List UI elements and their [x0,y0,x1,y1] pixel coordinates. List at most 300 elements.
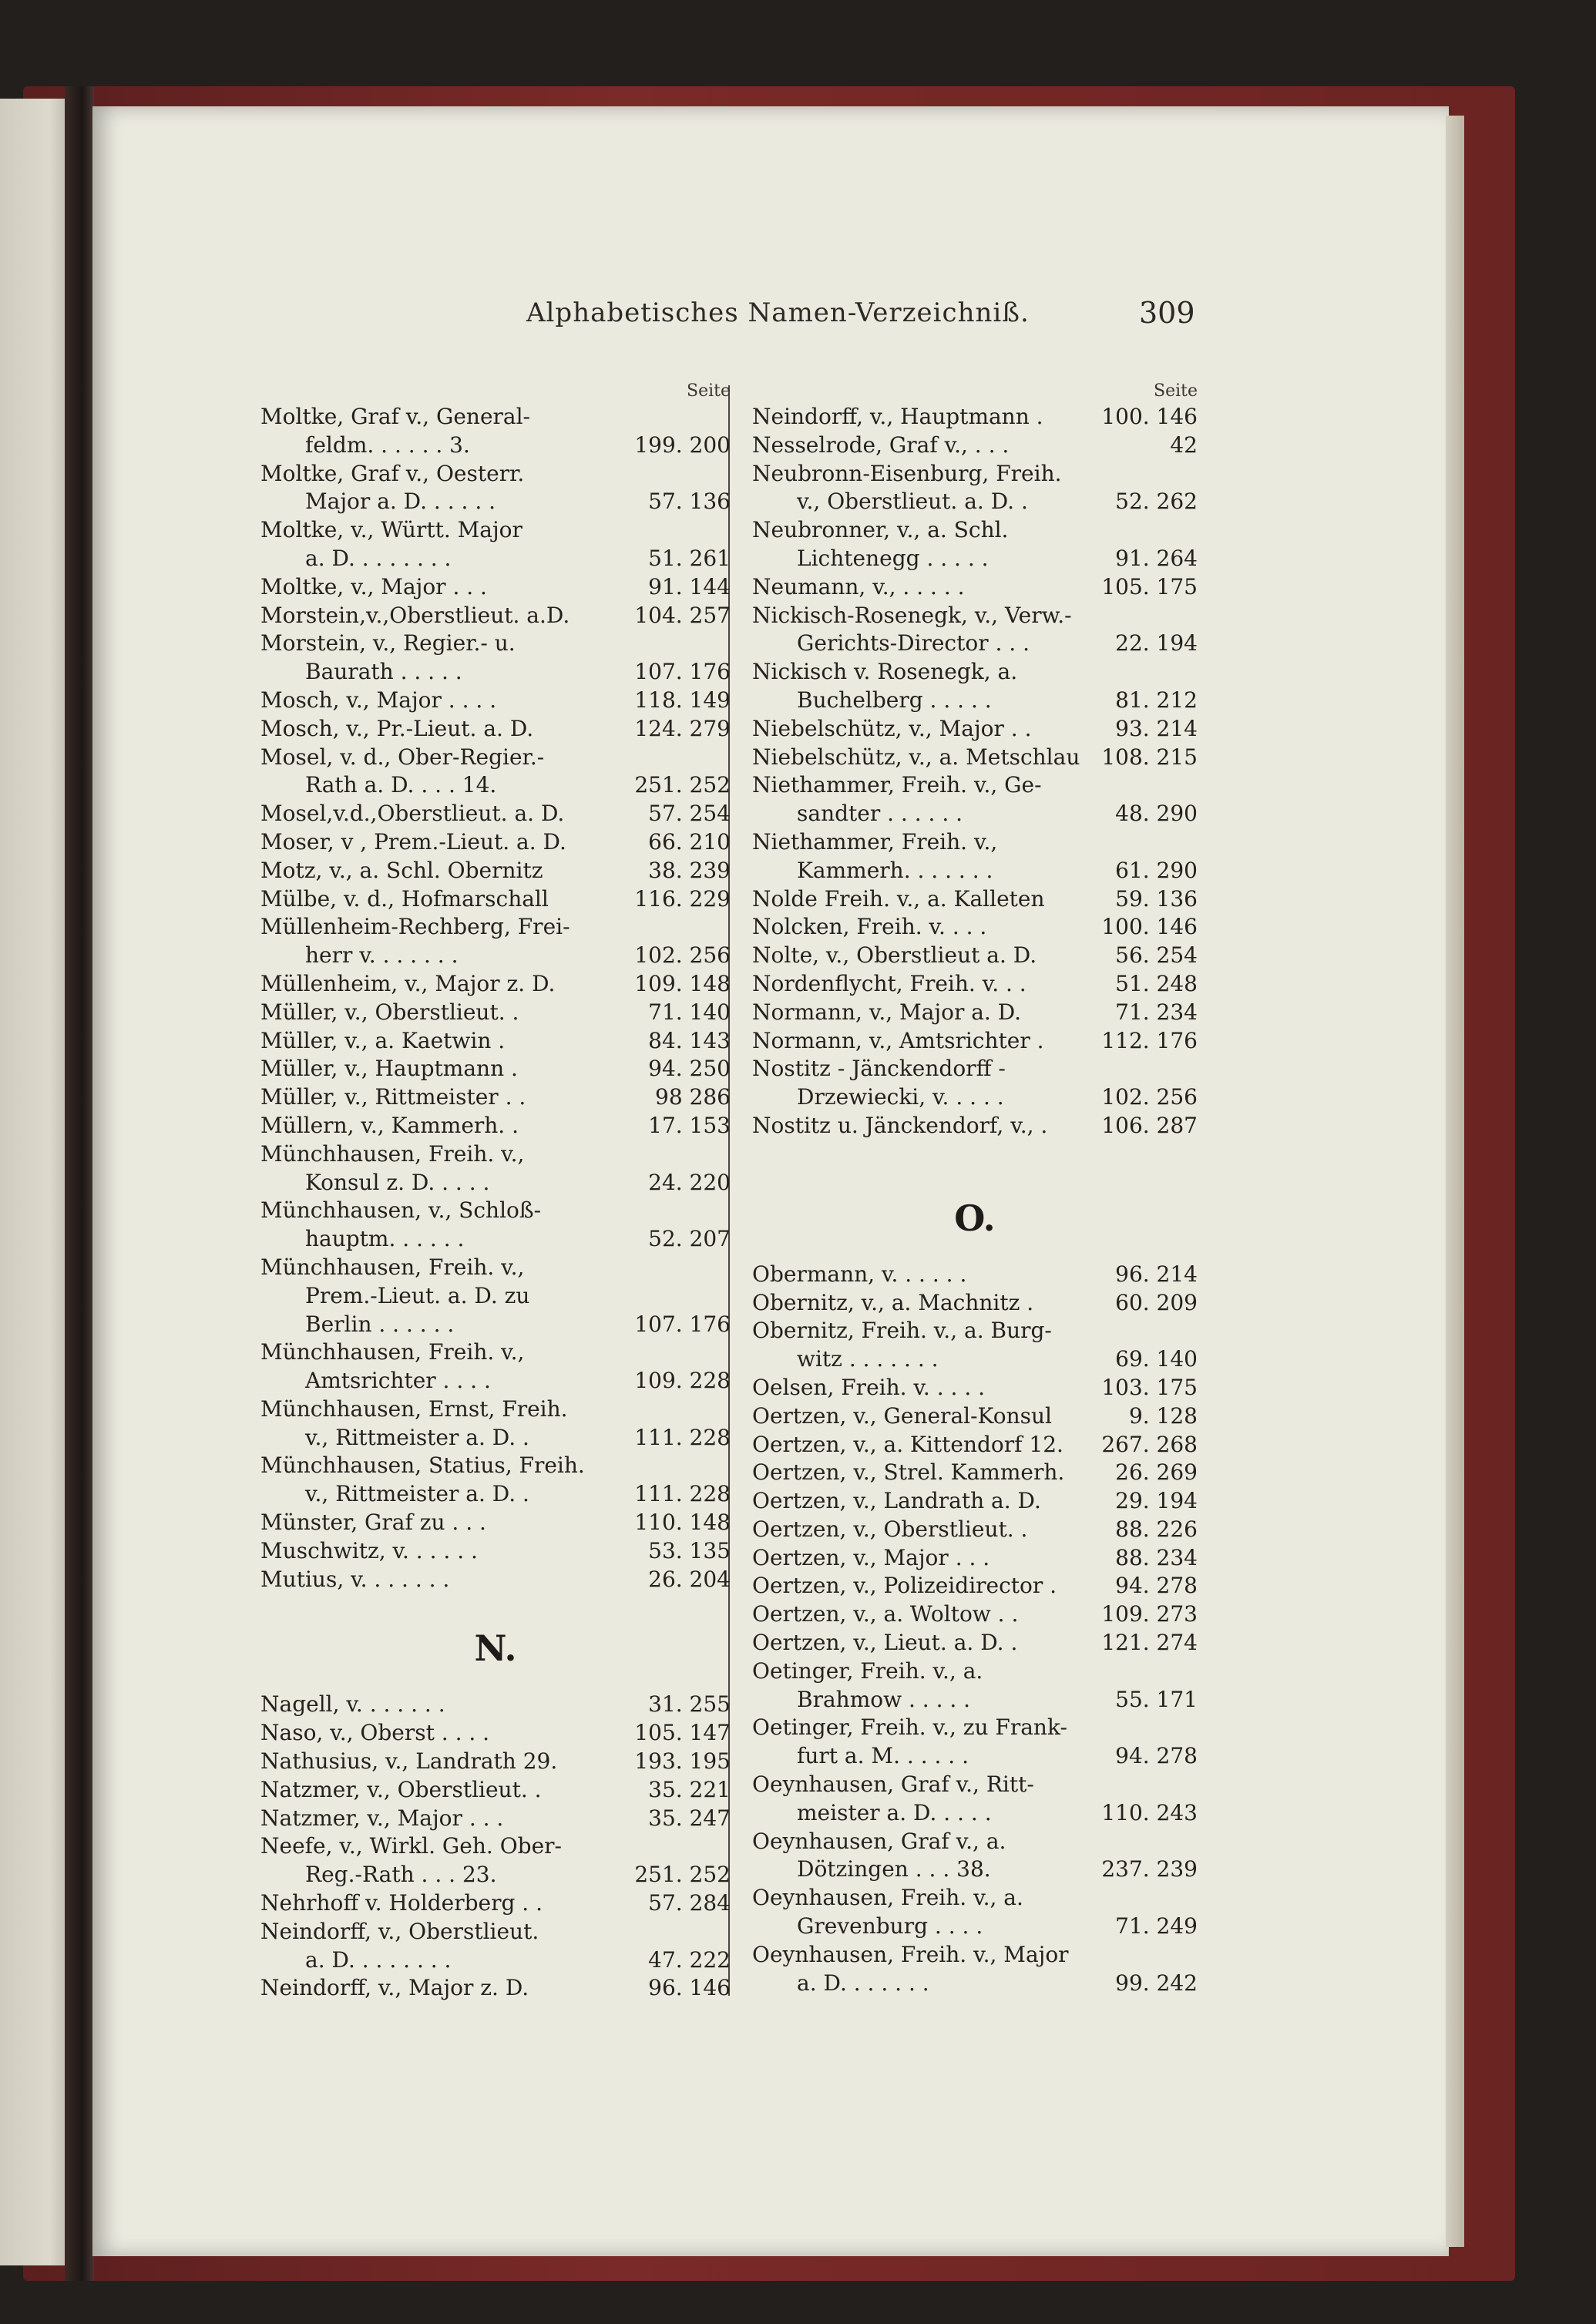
index-entry [260,573,731,602]
index-entry [752,460,1198,489]
entry-pages: 267. 268 [1101,1431,1198,1457]
index-entry [752,1289,1198,1318]
index-entry [260,1254,731,1282]
entry-name: Neefe, v., Wirkl. Geh. Ober- [260,1833,562,1859]
index-entry [260,885,731,914]
entry-name: Kammerh. . . . . . . [797,857,993,883]
entry-name: Oertzen, v., a. Kittendorf 12. [752,1431,1063,1457]
entry-pages: 109. 148 [634,970,731,996]
index-entry [752,1516,1198,1544]
index-entry [260,516,731,545]
entry-list-o [752,1261,1198,1998]
entry-pages: 48. 290 [1115,801,1198,827]
entry-name: Neubronn-Eisenburg, Freih. [752,460,1062,486]
index-entry [752,403,1198,432]
index-entry [752,828,1198,857]
entry-name: Konsul z. D. . . . . [305,1169,490,1195]
entry-pages: 91. 264 [1115,545,1198,571]
entry-pages: 104. 257 [634,602,731,628]
entry-name: Drzewiecki, v. . . . . [797,1084,1004,1110]
entry-pages: 35. 221 [648,1776,731,1802]
index-entry [260,1861,731,1889]
entry-pages: 237. 239 [1101,1856,1198,1882]
entry-pages: 56. 254 [1115,942,1198,969]
entry-name: Oertzen, v., Lieut. a. D. . [752,1630,1018,1656]
entry-name: a. D. . . . . . . . [305,1946,452,1973]
entry-name: Niethammer, Freih. v., Ge- [752,772,1042,798]
entry-list-n [260,1691,731,2003]
index-entry [752,1027,1198,1056]
entry-name: Nagell, v. . . . . . . [260,1691,445,1718]
entry-list-m [260,403,731,1594]
index-entry [752,1261,1198,1289]
entry-name: Oeynhausen, Freih. v., Major [752,1941,1069,1967]
index-entry [752,1572,1198,1600]
index-entry [260,1055,731,1083]
entry-name: sandter . . . . . . [797,801,963,827]
index-entry [752,1970,1198,1998]
entry-name: Amtsrichter . . . . [305,1368,491,1394]
index-entry [752,942,1198,970]
index-entry [260,1338,731,1367]
entry-pages: 47. 222 [648,1946,731,1973]
index-entry [752,1856,1198,1884]
index-entry [752,1459,1198,1487]
entry-pages: 100. 146 [1101,404,1198,429]
entry-pages: 103. 175 [1101,1374,1198,1400]
index-entry [752,885,1198,914]
entry-pages: 24. 220 [648,1169,731,1195]
entry-pages: 124. 279 [634,715,731,741]
entry-name: Oertzen, v., Oberstlieut. . [752,1516,1028,1542]
index-entry [260,1946,731,1975]
index-entry [752,687,1198,715]
entry-pages: 108. 215 [1101,744,1198,770]
index-entry [260,1282,731,1311]
entry-pages: 60. 209 [1115,1289,1198,1315]
entry-name: Nickisch v. Rosenegk, a. [752,659,1018,685]
index-entry [260,942,731,970]
index-entry [752,630,1198,658]
entry-pages: 105. 175 [1101,573,1198,599]
index-entry [260,1719,731,1748]
entry-name: Moltke, v., Württ. Major [260,517,522,543]
index-entry [752,1629,1198,1657]
entry-pages: 106. 287 [1101,1112,1198,1138]
entry-name: Münchhausen, Ernst, Freih. [260,1395,568,1422]
index-entry [260,1027,731,1056]
index-entry [260,999,731,1027]
entry-pages: 88. 234 [1115,1544,1198,1570]
entry-name: v., Rittmeister a. D. . [305,1424,529,1450]
entry-pages: 84. 143 [648,1027,731,1053]
index-entry [752,516,1198,545]
entry-pages: 94. 278 [1115,1573,1198,1599]
entry-pages: 31. 255 [648,1691,731,1718]
entry-pages: 251. 252 [634,772,731,798]
entry-name: Münchhausen, Statius, Freih. [260,1452,585,1479]
index-entry [260,403,731,432]
entry-name: Moltke, Graf v., General- [260,404,531,429]
entry-pages: 102. 256 [634,942,731,969]
entry-name: Niethammer, Freih. v., [752,828,998,855]
index-entry [752,1799,1198,1828]
index-entry [260,1395,731,1424]
entry-pages: 109. 228 [634,1368,731,1394]
index-entry [752,1714,1198,1742]
index-entry [752,913,1198,942]
entry-name: Mülbe, v. d., Hofmarschall [260,885,549,912]
entry-pages: 59. 136 [1115,885,1198,912]
index-entry [260,1197,731,1225]
index-entry [260,1112,731,1140]
entry-name: Müller, v., Rittmeister . . [260,1084,526,1110]
entry-pages: 9. 128 [1128,1402,1198,1429]
entry-name: Nolte, v., Oberstlieut a. D. [752,942,1037,969]
entry-pages: 52. 262 [1115,489,1198,515]
entry-name: Nostitz u. Jänckendorf, v., . [752,1112,1048,1138]
entry-name: Niebelschütz, v., a. Metschlau [752,744,1080,770]
left-column [260,380,731,2003]
index-entry [260,1537,731,1566]
index-entry [260,1805,731,1833]
index-entry [260,687,731,715]
entry-name: Brahmow . . . . . [797,1686,971,1712]
entry-name: Obernitz, v., a. Machnitz . [752,1289,1034,1315]
entry-name: Normann, v., Amtsrichter . [752,1027,1044,1053]
index-entry [260,1832,731,1861]
entry-pages: 93. 214 [1115,715,1198,741]
index-entry [752,800,1198,828]
index-entry [260,488,731,516]
entry-pages: 57. 284 [648,1890,731,1916]
entry-name: Motz, v., a. Schl. Obernitz [260,857,543,883]
entry-name: Naso, v., Oberst . . . . [260,1720,490,1746]
index-entry [260,1140,731,1169]
entry-name: Oertzen, v., Polizeidirector . [752,1573,1057,1599]
index-entry [752,1402,1198,1431]
index-entry [260,1918,731,1946]
entry-name: Nolde Freih. v., a. Kalleten [752,885,1045,912]
entry-pages: 61. 290 [1115,857,1198,883]
index-entry [752,970,1198,999]
entry-pages: 100. 146 [1101,914,1198,940]
entry-name: Oertzen, v., Major . . . [752,1544,990,1570]
index-entry [260,1169,731,1197]
index-entry [260,432,731,460]
entry-name: Müller, v., Hauptmann . [260,1056,518,1082]
index-entry [752,1686,1198,1714]
entry-name: Müllenheim-Rechberg, Frei- [260,914,570,940]
index-entry [260,1509,731,1537]
index-entry [260,1225,731,1254]
index-entry [260,1974,731,2003]
section-heading-o: O. [954,1197,996,1239]
entry-name: Müller, v., Oberstlieut. . [260,999,519,1025]
entry-name: Berlin . . . . . . [305,1311,455,1337]
entry-pages: 107. 176 [634,659,731,685]
entry-name: Major a. D. . . . . . [305,489,496,515]
entry-name: Buchelberg . . . . . [797,687,992,713]
entry-pages: 35. 247 [648,1805,731,1831]
index-entry [752,602,1198,630]
entry-name: meister a. D. . . . . [797,1799,992,1825]
running-header: Alphabetisches Namen-Verzeichniß. [526,297,1030,328]
entry-pages: 42 [1170,432,1198,458]
index-entry [752,1112,1198,1140]
entry-pages: 22. 194 [1115,630,1198,657]
index-entry [752,744,1198,772]
entry-name: Oeynhausen, Graf v., a. [752,1828,1006,1854]
index-entry [260,1691,731,1719]
index-entry [752,545,1198,573]
section-heading-n: N. [474,1627,517,1670]
index-entry [260,828,731,857]
entry-name: Nathusius, v., Landrath 29. [260,1748,558,1775]
entry-name: Natzmer, v., Major . . . [260,1805,504,1831]
index-entry [752,1657,1198,1686]
entry-name: Prem.-Lieut. a. D. zu [305,1282,530,1308]
index-entry [752,857,1198,885]
entry-name: Morstein, v., Regier.- u. [260,630,516,657]
entry-name: Obernitz, Freih. v., a. Burg- [752,1318,1052,1344]
index-entry [752,999,1198,1027]
entry-name: Neindorff, v., Hauptmann . [752,404,1043,429]
entry-pages: 81. 212 [1115,687,1198,713]
entry-name: Neubronner, v., a. Schl. [752,517,1009,543]
entry-name: furt a. M. . . . . . [797,1743,969,1769]
entry-name: Baurath . . . . . [305,659,462,685]
seite-label: Seite [687,381,731,401]
entry-name: Natzmer, v., Oberstlieut. . [260,1776,542,1802]
index-entry [260,913,731,942]
entry-name: Münster, Graf zu . . . [260,1510,486,1536]
index-entry [752,1941,1198,1970]
index-entry [260,1311,731,1339]
index-entry [260,857,731,885]
entry-name: Mosch, v., Pr.-Lieut. a. D. [260,715,534,741]
index-entry [260,1452,731,1480]
entry-pages: 51. 261 [648,545,731,571]
entry-name: Oelsen, Freih. v. . . . . [752,1374,986,1400]
index-entry [260,460,731,489]
entry-pages: 105. 147 [634,1720,731,1746]
entry-name: herr v. . . . . . . [305,942,459,969]
entry-name: hauptm. . . . . . [305,1226,465,1252]
index-entry [752,1317,1198,1345]
entry-pages: 52. 207 [648,1226,731,1252]
entry-name: Nehrhoff v. Holderberg . . [260,1890,543,1916]
entry-pages: 111. 228 [634,1424,731,1450]
entry-name: Niebelschütz, v., Major . . [752,715,1032,741]
entry-name: Nolcken, Freih. v. . . . [752,914,987,940]
entry-name: Rath a. D. . . . 14. [305,772,497,798]
entry-pages: 71. 234 [1115,999,1198,1025]
entry-pages: 116. 229 [634,885,731,912]
entry-name: Oertzen, v., Strel. Kammerh. [752,1459,1065,1486]
index-entry [752,1083,1198,1112]
entry-name: Nordenflycht, Freih. v. . . [752,970,1026,996]
entry-name: Münchhausen, Freih. v., [260,1254,525,1280]
entry-pages: 57. 254 [648,801,731,827]
entry-pages: 71. 140 [648,999,731,1025]
entry-pages: 71. 249 [1115,1913,1198,1939]
entry-name: Münchhausen, Freih. v., [260,1140,525,1167]
index-entry [752,1771,1198,1799]
index-entry [752,1884,1198,1913]
index-entry [260,800,731,828]
entry-name: Oeynhausen, Freih. v., a. [752,1885,1023,1911]
index-entry [752,1544,1198,1573]
entry-name: Oertzen, v., General-Konsul [752,1402,1052,1429]
entry-pages: 91. 144 [648,573,731,599]
entry-pages: 102. 256 [1101,1084,1198,1110]
entry-name: Grevenburg . . . . [797,1913,983,1939]
entry-name: Münchhausen, Freih. v., [260,1339,525,1365]
index-entry [260,970,731,999]
index-entry [752,1742,1198,1771]
entry-name: Lichtenegg . . . . . [797,545,989,571]
entry-pages: 88. 226 [1115,1516,1198,1542]
entry-name: Oeynhausen, Graf v., Ritt- [752,1772,1034,1798]
entry-pages: 98 286 [655,1084,731,1110]
index-entry [752,771,1198,800]
entry-name: feldm. . . . . . 3. [305,432,470,458]
right-column [752,380,1198,1997]
index-entry [260,744,731,772]
index-entry [260,1889,731,1918]
entry-pages: 29. 194 [1115,1488,1198,1514]
index-entry [260,771,731,800]
book-gutter [65,86,94,2281]
entry-name: Oetinger, Freih. v., zu Frank- [752,1714,1067,1741]
entry-name: Obermann, v. . . . . . [752,1261,967,1287]
entry-name: Müllern, v., Kammerh. . [260,1112,519,1138]
index-entry [752,715,1198,744]
entry-name: Normann, v., Major a. D. [752,999,1022,1025]
entry-pages: 121. 274 [1101,1630,1198,1656]
index-entry [260,1748,731,1776]
entry-pages: 55. 171 [1115,1686,1198,1712]
entry-name: Nostitz - Jänckendorff - [752,1056,1006,1082]
entry-pages: 66. 210 [648,828,731,855]
index-entry [752,1913,1198,1941]
index-entry [752,1828,1198,1856]
entry-name: Nickisch-Rosenegk, v., Verw.- [752,602,1072,628]
entry-pages: 251. 252 [634,1862,731,1888]
entry-pages: 96. 146 [648,1975,731,2001]
left-page-edge [0,99,71,2265]
entry-list-n-cont [752,403,1198,1140]
index-entry [260,1424,731,1452]
entry-name: Oertzen, v., a. Woltow . . [752,1601,1019,1627]
entry-name: witz . . . . . . . [797,1346,939,1372]
index-entry [752,432,1198,460]
entry-name: Neindorff, v., Oberstlieut. [260,1918,539,1944]
entry-name: Neindorff, v., Major z. D. [260,1975,529,2001]
entry-name: a. D. . . . . . . [797,1970,929,1996]
entry-name: Müllenheim, v., Major z. D. [260,970,556,996]
entry-pages: 193. 195 [634,1748,731,1775]
entry-name: a. D. . . . . . . . [305,545,452,571]
entry-pages: 118. 149 [634,687,731,713]
entry-name: Müller, v., a. Kaetwin . [260,1027,506,1053]
entry-pages: 94. 278 [1115,1743,1198,1769]
entry-name: Dötzingen . . . 38. [797,1856,991,1882]
index-entry [260,545,731,573]
page-edge [1446,116,1464,2247]
entry-pages: 109. 273 [1101,1601,1198,1627]
index-entry [260,1367,731,1395]
entry-name: Oertzen, v., Landrath a. D. [752,1488,1041,1514]
entry-name: Moltke, Graf v., Oesterr. [260,460,525,486]
entry-name: Mosch, v., Major . . . . [260,687,497,713]
entry-name: Reg.-Rath . . . 23. [305,1862,497,1888]
entry-pages: 110. 148 [634,1510,731,1536]
index-entry [752,1431,1198,1459]
page-number: 309 [1139,296,1195,330]
index-entry [260,658,731,687]
entry-name: Mosel, v. d., Ober-Regier.- [260,744,545,770]
entry-pages: 96. 214 [1115,1261,1198,1287]
index-entry [752,1055,1198,1083]
entry-pages: 51. 248 [1115,970,1198,996]
entry-pages: 110. 243 [1101,1799,1198,1825]
index-entry [260,630,731,658]
entry-name: Mutius, v. . . . . . . [260,1566,450,1592]
entry-pages: 17. 153 [648,1112,731,1138]
entry-name: v., Rittmeister a. D. . [305,1481,529,1507]
index-entry [260,1776,731,1805]
entry-pages: 111. 228 [634,1481,731,1507]
entry-name: Moltke, v., Major . . . [260,573,487,599]
index-entry [260,715,731,744]
entry-pages: 26. 269 [1115,1459,1198,1486]
index-entry [752,1374,1198,1402]
index-entry [752,573,1198,602]
index-entry [260,1480,731,1509]
entry-name: v., Oberstlieut. a. D. . [797,489,1028,515]
entry-pages: 112. 176 [1101,1027,1198,1053]
entry-pages: 69. 140 [1115,1346,1198,1372]
entry-pages: 26. 204 [648,1566,731,1592]
entry-name: Oetinger, Freih. v., a. [752,1657,983,1684]
index-entry [752,1600,1198,1629]
index-entry [752,658,1198,687]
entry-pages: 57. 136 [648,489,731,515]
index-entry [260,1083,731,1112]
index-entry [752,1487,1198,1516]
entry-name: Gerichts-Director . . . [797,630,1030,657]
entry-pages: 99. 242 [1115,1970,1198,1996]
entry-pages: 107. 176 [634,1311,731,1337]
entry-pages: 38. 239 [648,857,731,883]
index-entry [752,488,1198,516]
entry-pages: 199. 200 [634,432,731,458]
entry-name: Muschwitz, v. . . . . . [260,1537,478,1563]
entry-name: Nesselrode, Graf v., . . . [752,432,1010,458]
index-entry [752,1345,1198,1374]
entry-name: Münchhausen, v., Schloß- [260,1197,542,1224]
seite-label: Seite [1154,381,1198,401]
entry-name: Morstein,v.,Oberstlieut. a.D. [260,602,570,628]
entry-name: Mosel,v.d.,Oberstlieut. a. D. [260,801,565,827]
index-entry [260,602,731,630]
entry-pages: 53. 135 [648,1537,731,1563]
index-entry [260,1566,731,1594]
entry-name: Neumann, v., . . . . . [752,573,965,599]
entry-name: Moser, v , Prem.-Lieut. a. D. [260,828,566,855]
